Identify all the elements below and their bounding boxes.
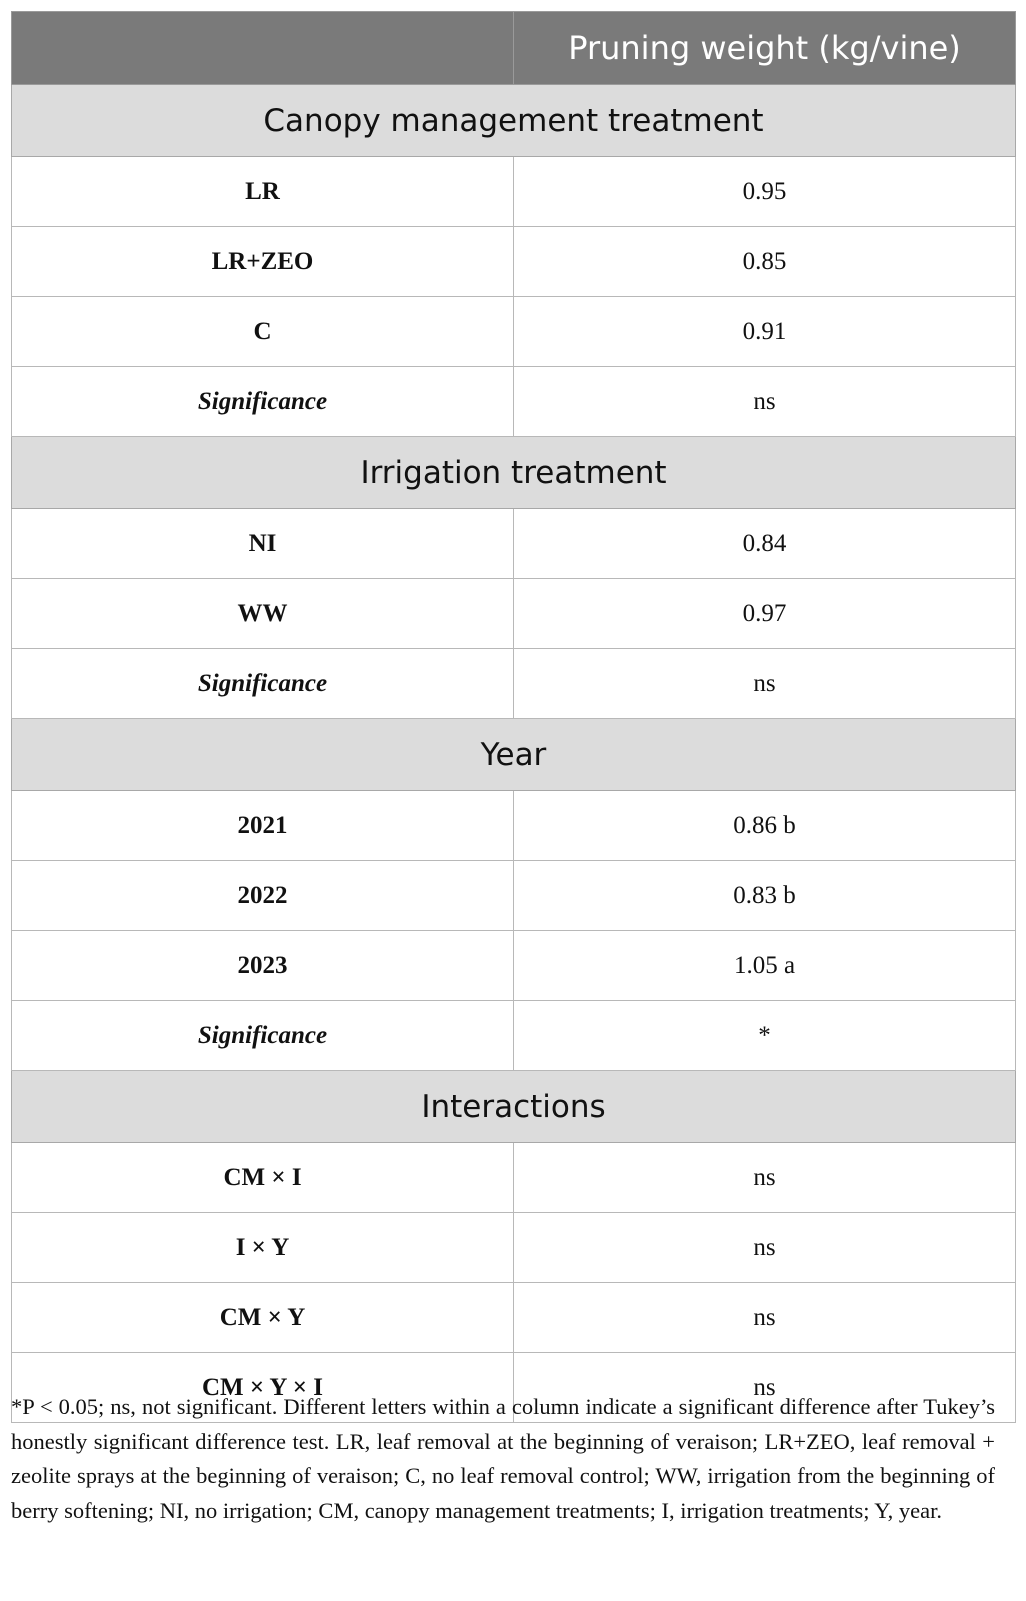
row-value: 0.83 b [514, 861, 1016, 931]
row-label: C [12, 297, 514, 367]
table-row [12, 791, 1016, 861]
section-title: Interactions [12, 1071, 1016, 1143]
section-row [12, 85, 1016, 157]
section-row [12, 437, 1016, 509]
row-value: 0.85 [514, 227, 1016, 297]
section-row [12, 719, 1016, 791]
row-label: 2023 [12, 931, 514, 1001]
table-row [12, 1143, 1016, 1213]
section-title: Irrigation treatment [12, 437, 1016, 509]
table-footnote: *P < 0.05; ns, not significant. Different letters within a column indicate a significant difference after Tukey’s honestly significant difference test. LR, leaf removal at the beginning of veraison; LR+ZEO, leaf removal + zeolite sprays at the beginning of veraison; C, no leaf removal control; WW, irrigation from the beginning of berry softening; NI, no irrigation; CM, canopy management treatments; I, irrigation treatments; Y, year. [11, 1394, 995, 1523]
table-row [12, 1283, 1016, 1353]
table-row [12, 579, 1016, 649]
row-value: ns [514, 1213, 1016, 1283]
row-label: I × Y [12, 1213, 514, 1283]
row-value: 1.05 a [514, 931, 1016, 1001]
table-row [12, 1213, 1016, 1283]
row-label: Significance [12, 367, 514, 437]
table-row [12, 1001, 1016, 1071]
section-row [12, 1071, 1016, 1143]
section-title: Year [12, 719, 1016, 791]
table-row [12, 861, 1016, 931]
pruning-weight-table [11, 11, 1016, 1423]
row-value: ns [514, 1143, 1016, 1213]
row-label: LR [12, 157, 514, 227]
table-row [12, 649, 1016, 719]
row-value: 0.84 [514, 509, 1016, 579]
row-value: ns [514, 367, 1016, 437]
row-value: 0.86 b [514, 791, 1016, 861]
table-row [12, 297, 1016, 367]
results-table-container [11, 11, 1015, 1423]
row-label: CM × I [12, 1143, 514, 1213]
row-label: Significance [12, 1001, 514, 1071]
table-body [12, 85, 1016, 1423]
table-row [12, 367, 1016, 437]
row-label: CM × Y [12, 1283, 514, 1353]
row-value: ns [514, 1353, 1016, 1423]
row-value: * [514, 1001, 1016, 1071]
row-label: CM × Y × I [12, 1353, 514, 1423]
table-row [12, 509, 1016, 579]
table-row [12, 931, 1016, 1001]
row-label: Significance [12, 649, 514, 719]
row-value: ns [514, 1283, 1016, 1353]
section-title: Canopy management treatment [12, 85, 1016, 157]
table-header-row [12, 12, 1016, 85]
table-row [12, 227, 1016, 297]
table-row [12, 157, 1016, 227]
row-label: NI [12, 509, 514, 579]
header-empty-cell [12, 12, 514, 85]
header-pruning-weight: Pruning weight (kg/vine) [514, 12, 1016, 85]
row-label: LR+ZEO [12, 227, 514, 297]
row-value: 0.97 [514, 579, 1016, 649]
row-value: ns [514, 649, 1016, 719]
row-label: WW [12, 579, 514, 649]
row-label: 2021 [12, 791, 514, 861]
row-value: 0.91 [514, 297, 1016, 367]
row-value: 0.95 [514, 157, 1016, 227]
row-label: 2022 [12, 861, 514, 931]
